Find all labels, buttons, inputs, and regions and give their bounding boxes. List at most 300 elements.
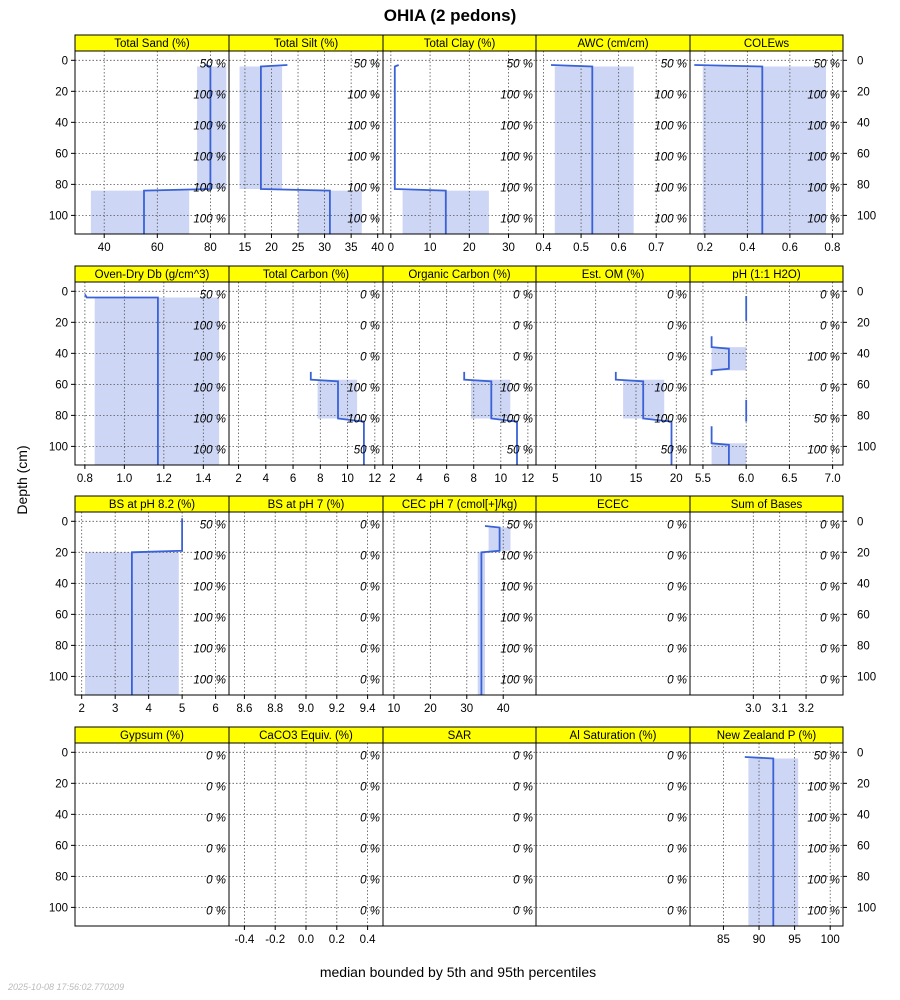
- x-tick-label: 0.0: [298, 934, 314, 946]
- data-coverage-label: 0 %: [360, 612, 380, 625]
- panel-strip-label: New Zealand P (%): [716, 730, 817, 742]
- x-tick-label: 0.8: [76, 473, 93, 485]
- panel-awc-cm-cm: [536, 35, 690, 254]
- y-tick-label-right: 0: [857, 55, 864, 68]
- data-coverage-label: 0 %: [360, 781, 380, 794]
- percentile-band: [555, 67, 634, 236]
- data-coverage-label: 0 %: [513, 351, 533, 364]
- data-coverage-label: 0 %: [820, 382, 840, 395]
- data-coverage-label: 100 %: [807, 874, 840, 887]
- panel-new-zealand-p: [690, 727, 876, 946]
- panel-frame: [536, 512, 690, 695]
- x-tick-label: 10: [589, 473, 603, 485]
- x-tick-label: 0.7: [648, 242, 665, 254]
- data-coverage-label: 100 %: [500, 89, 533, 102]
- data-coverage-label: 0 %: [667, 750, 687, 763]
- x-tick-label: 0.6: [610, 242, 627, 254]
- data-coverage-label: 0 %: [820, 612, 840, 625]
- panel-strip-label: ECEC: [597, 499, 629, 511]
- data-coverage-label: 100 %: [654, 182, 687, 195]
- data-coverage-label: 50 %: [353, 444, 380, 457]
- data-coverage-label: 100 %: [500, 413, 533, 426]
- data-coverage-label: 100 %: [193, 182, 226, 195]
- data-coverage-label: 100 %: [500, 643, 533, 656]
- data-coverage-label: 100 %: [654, 382, 687, 395]
- data-coverage-label: 100 %: [807, 781, 840, 794]
- x-tick-label: 0.6: [781, 242, 798, 254]
- y-tick-label-left: 20: [55, 86, 68, 99]
- y-tick-label-right: 40: [857, 578, 870, 591]
- panel-frame: [536, 743, 690, 926]
- data-coverage-label: 100 %: [193, 320, 226, 333]
- panel-strip-label: BS at pH 7 (%): [267, 499, 345, 511]
- data-coverage-label: 0 %: [820, 581, 840, 594]
- x-tick-label: 10: [494, 473, 508, 485]
- y-tick-label-left: 60: [55, 840, 68, 853]
- x-axis-title: median bounded by 5th and 95th percentiles: [319, 964, 597, 980]
- panel-cec-ph-7-cmol-kg: [383, 496, 536, 715]
- x-tick-label: 4: [416, 473, 423, 485]
- y-tick-label-left: 0: [61, 55, 68, 68]
- x-tick-label: 25: [291, 242, 305, 254]
- data-coverage-label: 100 %: [193, 643, 226, 656]
- data-coverage-label: 0 %: [360, 812, 380, 825]
- x-tick-label: 3.2: [798, 703, 815, 715]
- panel-content: [229, 282, 383, 467]
- panel-strip-label: Al Saturation (%): [569, 730, 657, 742]
- data-coverage-label: 0 %: [513, 781, 533, 794]
- x-tick-label: 6.5: [781, 473, 798, 485]
- x-tick-label: 0.2: [696, 242, 713, 254]
- x-tick-label: 30: [318, 242, 331, 254]
- x-tick-label: 40: [371, 242, 385, 254]
- x-tick-label: 40: [97, 242, 111, 254]
- x-tick-label: 8.6: [236, 703, 253, 715]
- x-tick-label: 0.8: [824, 242, 841, 254]
- data-coverage-label: 50 %: [506, 444, 533, 457]
- y-tick-label-left: 60: [55, 148, 68, 161]
- data-coverage-label: 100 %: [193, 151, 226, 164]
- data-coverage-label: 100 %: [654, 213, 687, 226]
- panel-total-carbon: [229, 266, 383, 485]
- y-tick-label-right: 20: [857, 778, 870, 791]
- panel-strip-label: AWC (cm/cm): [577, 38, 649, 50]
- panel-strip-label: Total Sand (%): [114, 38, 190, 50]
- panel-content: [383, 51, 536, 236]
- panel-content: [383, 282, 536, 467]
- panel-gypsum: [49, 727, 229, 926]
- x-tick-label: 20: [669, 473, 683, 485]
- y-tick-label-right: 80: [857, 871, 870, 884]
- data-coverage-label: 0 %: [667, 519, 687, 532]
- data-coverage-label: 100 %: [807, 182, 840, 195]
- panel-frame: [690, 512, 843, 695]
- y-tick-label-left: 80: [55, 640, 68, 653]
- data-coverage-label: 0 %: [206, 781, 226, 794]
- data-coverage-label: 50 %: [660, 444, 687, 457]
- data-coverage-label: 0 %: [513, 843, 533, 856]
- x-tick-label: 2: [78, 703, 85, 715]
- y-tick-label-right: 60: [857, 148, 870, 161]
- data-coverage-label: 100 %: [347, 120, 380, 133]
- data-coverage-label: 100 %: [807, 351, 840, 364]
- data-coverage-label: 100 %: [193, 612, 226, 625]
- data-coverage-label: 0 %: [667, 874, 687, 887]
- x-tick-label: 0.5: [573, 242, 590, 254]
- y-tick-label-left: 100: [48, 210, 68, 223]
- panel-content: [383, 512, 536, 697]
- data-coverage-label: 100 %: [807, 444, 840, 457]
- x-tick-label: 2: [389, 473, 396, 485]
- x-tick-label: 4: [262, 473, 269, 485]
- y-tick-label-right: 40: [857, 117, 870, 130]
- y-tick-label-right: 100: [857, 671, 877, 684]
- panel-frame: [229, 282, 383, 465]
- x-tick-label: 5: [178, 703, 186, 715]
- y-tick-label-right: 80: [857, 640, 870, 653]
- data-coverage-label: 100 %: [807, 151, 840, 164]
- data-coverage-label: 0 %: [820, 643, 840, 656]
- data-coverage-label: 100 %: [807, 89, 840, 102]
- data-coverage-label: 100 %: [807, 213, 840, 226]
- y-tick-label-right: 100: [857, 902, 877, 915]
- y-tick-label-left: 40: [55, 578, 68, 591]
- x-tick-label: 8.8: [267, 703, 284, 715]
- data-coverage-label: 50 %: [353, 58, 380, 71]
- panel-strip-label: COLEws: [743, 38, 790, 50]
- panel-content: [75, 51, 229, 236]
- data-coverage-label: 0 %: [360, 905, 380, 918]
- y-tick-label-left: 0: [61, 516, 68, 529]
- x-tick-label: 12: [368, 473, 382, 485]
- data-coverage-label: 100 %: [193, 444, 226, 457]
- x-tick-label: 5.5: [694, 473, 711, 485]
- panel-total-sand: [49, 35, 229, 254]
- x-tick-label: 0.4: [535, 242, 552, 254]
- data-coverage-label: 100 %: [193, 581, 226, 594]
- panel-strip-label: Organic Carbon (%): [408, 269, 511, 281]
- panel-oven-dry-db-g-cm-3: [49, 266, 229, 485]
- panel-frame: [75, 743, 229, 926]
- x-tick-label: -0.2: [265, 934, 286, 946]
- x-tick-label: 6: [443, 473, 450, 485]
- x-tick-label: 100: [820, 934, 840, 946]
- x-tick-label: 6: [289, 473, 297, 485]
- x-tick-label: 6.0: [738, 473, 755, 485]
- data-coverage-label: 0 %: [513, 874, 533, 887]
- panel-bs-at-ph-7: [229, 496, 383, 715]
- y-tick-label-left: 0: [61, 286, 68, 299]
- data-coverage-label: 0 %: [360, 519, 380, 532]
- y-tick-label-right: 100: [857, 441, 877, 454]
- panel-strip-label: Total Silt (%): [273, 38, 339, 50]
- x-tick-label: 9.0: [298, 703, 314, 715]
- data-coverage-label: 100 %: [807, 812, 840, 825]
- data-coverage-label: 0 %: [513, 320, 533, 333]
- data-coverage-label: 0 %: [667, 781, 687, 794]
- panel-total-silt: [229, 35, 384, 254]
- panel-strip-label: Total Carbon (%): [262, 269, 350, 281]
- data-coverage-label: 0 %: [206, 905, 226, 918]
- data-coverage-label: 100 %: [347, 182, 380, 195]
- data-coverage-label: 100 %: [654, 151, 687, 164]
- data-coverage-label: 0 %: [360, 750, 380, 763]
- data-coverage-label: 0 %: [360, 874, 380, 887]
- x-tick-label: 95: [788, 934, 802, 946]
- data-coverage-label: 0 %: [667, 812, 687, 825]
- x-tick-label: 4: [145, 703, 152, 715]
- data-coverage-label: 100 %: [347, 413, 380, 426]
- x-tick-label: 20: [265, 242, 278, 254]
- y-tick-label-left: 40: [55, 809, 68, 822]
- data-coverage-label: 50 %: [813, 413, 840, 426]
- y-tick-label-right: 0: [857, 286, 864, 299]
- data-coverage-label: 100 %: [500, 581, 533, 594]
- x-tick-label: 8: [317, 473, 324, 485]
- panel-total-clay: [383, 35, 536, 254]
- panel-organic-carbon: [383, 266, 536, 485]
- data-coverage-label: 100 %: [500, 182, 533, 195]
- panel-ph-1-1-h2o: [690, 266, 876, 485]
- data-coverage-label: 0 %: [360, 843, 380, 856]
- panel-frame: [383, 512, 536, 695]
- x-tick-label: -0.4: [234, 934, 255, 946]
- chart-title: OHIA (2 pedons): [383, 6, 517, 25]
- data-coverage-label: 100 %: [500, 382, 533, 395]
- y-tick-label-right: 40: [857, 809, 870, 822]
- data-coverage-label: 50 %: [813, 58, 840, 71]
- data-coverage-label: 0 %: [206, 843, 226, 856]
- panel-content: [690, 743, 843, 928]
- panel-strip-label: pH (1:1 H2O): [732, 269, 801, 281]
- data-coverage-label: 50 %: [199, 58, 226, 71]
- data-coverage-label: 100 %: [807, 843, 840, 856]
- data-coverage-label: 100 %: [500, 612, 533, 625]
- data-coverage-label: 0 %: [513, 289, 533, 302]
- data-coverage-label: 0 %: [513, 905, 533, 918]
- y-tick-label-right: 20: [857, 317, 870, 330]
- x-tick-label: 85: [717, 934, 730, 946]
- data-coverage-label: 0 %: [667, 674, 687, 687]
- x-tick-label: 35: [344, 242, 358, 254]
- y-axis-title: Depth (cm): [14, 445, 30, 515]
- data-coverage-label: 0 %: [360, 674, 380, 687]
- y-tick-label-right: 60: [857, 379, 870, 392]
- data-coverage-label: 0 %: [820, 519, 840, 532]
- data-coverage-label: 50 %: [199, 289, 226, 302]
- y-tick-label-right: 80: [857, 179, 870, 192]
- x-tick-label: 7.0: [824, 473, 841, 485]
- x-tick-label: 2: [235, 473, 242, 485]
- data-coverage-label: 0 %: [820, 674, 840, 687]
- x-tick-label: 10: [341, 473, 354, 485]
- data-coverage-label: 100 %: [193, 674, 226, 687]
- panel-caco3-equiv: [229, 727, 383, 946]
- x-tick-label: 1.4: [195, 473, 212, 485]
- data-coverage-label: 0 %: [206, 812, 226, 825]
- data-coverage-label: 100 %: [193, 382, 226, 395]
- panel-content: [229, 512, 383, 695]
- panel-strip-label: SAR: [447, 730, 472, 742]
- data-coverage-label: 0 %: [360, 351, 380, 364]
- x-tick-label: 6: [212, 703, 219, 715]
- panel-content: [229, 743, 383, 926]
- panel-content: [536, 282, 690, 467]
- data-coverage-label: 0 %: [360, 289, 380, 302]
- data-coverage-label: 100 %: [193, 413, 226, 426]
- data-coverage-label: 100 %: [807, 120, 840, 133]
- data-coverage-label: 0 %: [513, 812, 533, 825]
- panel-content: [690, 51, 843, 236]
- x-tick-label: 0: [387, 242, 395, 254]
- x-tick-label: 40: [496, 703, 510, 715]
- panel-content: [229, 51, 383, 236]
- x-tick-label: 15: [238, 242, 252, 254]
- panel-est-om: [536, 266, 690, 485]
- data-coverage-label: 100 %: [654, 89, 687, 102]
- panel-content: [690, 512, 843, 695]
- timestamp: 2025-10-08 17:56:02.770209: [8, 982, 125, 992]
- data-coverage-label: 100 %: [347, 382, 380, 395]
- y-tick-label-left: 60: [55, 379, 68, 392]
- data-coverage-label: 0 %: [206, 874, 226, 887]
- data-coverage-label: 100 %: [193, 351, 226, 364]
- data-coverage-label: 50 %: [813, 750, 840, 763]
- data-coverage-label: 100 %: [347, 89, 380, 102]
- data-coverage-label: 50 %: [506, 519, 533, 532]
- panel-strip-label: BS at pH 8.2 (%): [108, 499, 196, 511]
- data-coverage-label: 0 %: [667, 581, 687, 594]
- y-tick-label-right: 0: [857, 747, 864, 760]
- y-tick-label-left: 0: [61, 747, 68, 760]
- y-tick-label-left: 60: [55, 609, 68, 622]
- data-coverage-label: 0 %: [360, 320, 380, 333]
- x-tick-label: 9.4: [359, 703, 376, 715]
- panel-sar: [383, 727, 536, 926]
- panel-colews: [690, 35, 876, 254]
- data-coverage-label: 0 %: [667, 351, 687, 364]
- data-coverage-label: 100 %: [193, 89, 226, 102]
- panel-content: [536, 51, 690, 236]
- data-coverage-label: 0 %: [820, 289, 840, 302]
- percentile-band: [91, 191, 189, 236]
- data-coverage-label: 100 %: [500, 550, 533, 563]
- x-tick-label: 30: [460, 703, 474, 715]
- data-coverage-label: 100 %: [347, 151, 380, 164]
- y-tick-label-left: 100: [48, 671, 68, 684]
- panel-frame: [536, 282, 690, 465]
- y-tick-label-left: 20: [55, 778, 68, 791]
- y-tick-label-right: 60: [857, 840, 870, 853]
- data-coverage-label: 100 %: [654, 120, 687, 133]
- data-coverage-label: 0 %: [667, 643, 687, 656]
- y-tick-label-left: 20: [55, 317, 68, 330]
- y-tick-label-left: 40: [55, 348, 68, 361]
- x-tick-label: 0.4: [359, 934, 376, 946]
- y-tick-label-right: 100: [857, 210, 877, 223]
- x-tick-label: 80: [204, 242, 217, 254]
- panel-strip-label: Oven-Dry Db (g/cm^3): [94, 269, 210, 281]
- data-coverage-label: 0 %: [820, 550, 840, 563]
- data-coverage-label: 0 %: [667, 550, 687, 563]
- data-coverage-label: 0 %: [667, 289, 687, 302]
- x-tick-label: 20: [462, 242, 476, 254]
- data-coverage-label: 50 %: [506, 58, 533, 71]
- panel-sum-of-bases: [690, 496, 876, 715]
- data-coverage-label: 0 %: [667, 612, 687, 625]
- x-tick-label: 10: [387, 703, 401, 715]
- x-tick-label: 0.2: [328, 934, 345, 946]
- y-tick-label-right: 40: [857, 348, 870, 361]
- data-coverage-label: 100 %: [193, 213, 226, 226]
- x-tick-label: 30: [502, 242, 515, 254]
- data-coverage-label: 50 %: [199, 519, 226, 532]
- x-tick-label: 3.0: [745, 703, 762, 715]
- y-tick-label-left: 100: [48, 441, 68, 454]
- y-tick-label-right: 80: [857, 410, 870, 423]
- x-tick-label: 15: [629, 473, 643, 485]
- y-tick-label-left: 20: [55, 547, 68, 560]
- panel-strip-label: CaCO3 Equiv. (%): [259, 730, 353, 742]
- panel-frame: [690, 282, 843, 465]
- x-tick-label: 60: [150, 242, 164, 254]
- data-coverage-label: 0 %: [667, 320, 687, 333]
- x-tick-label: 3: [111, 703, 119, 715]
- y-tick-label-left: 80: [55, 871, 68, 884]
- y-tick-label-right: 60: [857, 609, 870, 622]
- x-tick-label: 12: [521, 473, 535, 485]
- x-tick-label: 8: [470, 473, 477, 485]
- data-coverage-label: 0 %: [360, 643, 380, 656]
- panel-strip-label: CEC pH 7 (cmol[+]/kg): [401, 499, 518, 511]
- x-tick-label: 1.0: [116, 473, 133, 485]
- x-tick-label: 1.2: [155, 473, 172, 485]
- panel-content: [75, 512, 229, 697]
- data-coverage-label: 0 %: [667, 905, 687, 918]
- panel-al-saturation: [536, 727, 690, 926]
- data-coverage-label: 0 %: [820, 320, 840, 333]
- data-coverage-label: 100 %: [347, 213, 380, 226]
- x-tick-label: 20: [423, 703, 437, 715]
- y-tick-label-left: 80: [55, 179, 68, 192]
- data-coverage-label: 100 %: [500, 120, 533, 133]
- panel-frame: [383, 743, 536, 926]
- x-tick-label: 10: [423, 242, 437, 254]
- panel-ecec: [536, 496, 690, 695]
- data-coverage-label: 0 %: [513, 750, 533, 763]
- x-tick-label: 0.4: [739, 242, 756, 254]
- y-tick-label-right: 20: [857, 547, 870, 560]
- y-tick-label-right: 20: [857, 86, 870, 99]
- data-coverage-label: 100 %: [500, 213, 533, 226]
- panel-grid: [49, 35, 876, 946]
- data-coverage-label: 100 %: [807, 905, 840, 918]
- data-coverage-label: 100 %: [193, 120, 226, 133]
- panel-bs-at-ph-8-2: [49, 496, 229, 715]
- data-coverage-label: 0 %: [667, 843, 687, 856]
- panel-content: [690, 282, 843, 467]
- data-coverage-label: 0 %: [360, 550, 380, 563]
- panel-strip-label: Est. OM (%): [581, 269, 645, 281]
- data-coverage-label: 100 %: [193, 550, 226, 563]
- y-tick-label-left: 80: [55, 410, 68, 423]
- data-coverage-label: 50 %: [660, 58, 687, 71]
- data-coverage-label: 100 %: [500, 151, 533, 164]
- panel-frame: [383, 282, 536, 465]
- panel-content: [75, 282, 229, 467]
- x-tick-label: 5: [552, 473, 559, 485]
- y-tick-label-left: 100: [48, 902, 68, 915]
